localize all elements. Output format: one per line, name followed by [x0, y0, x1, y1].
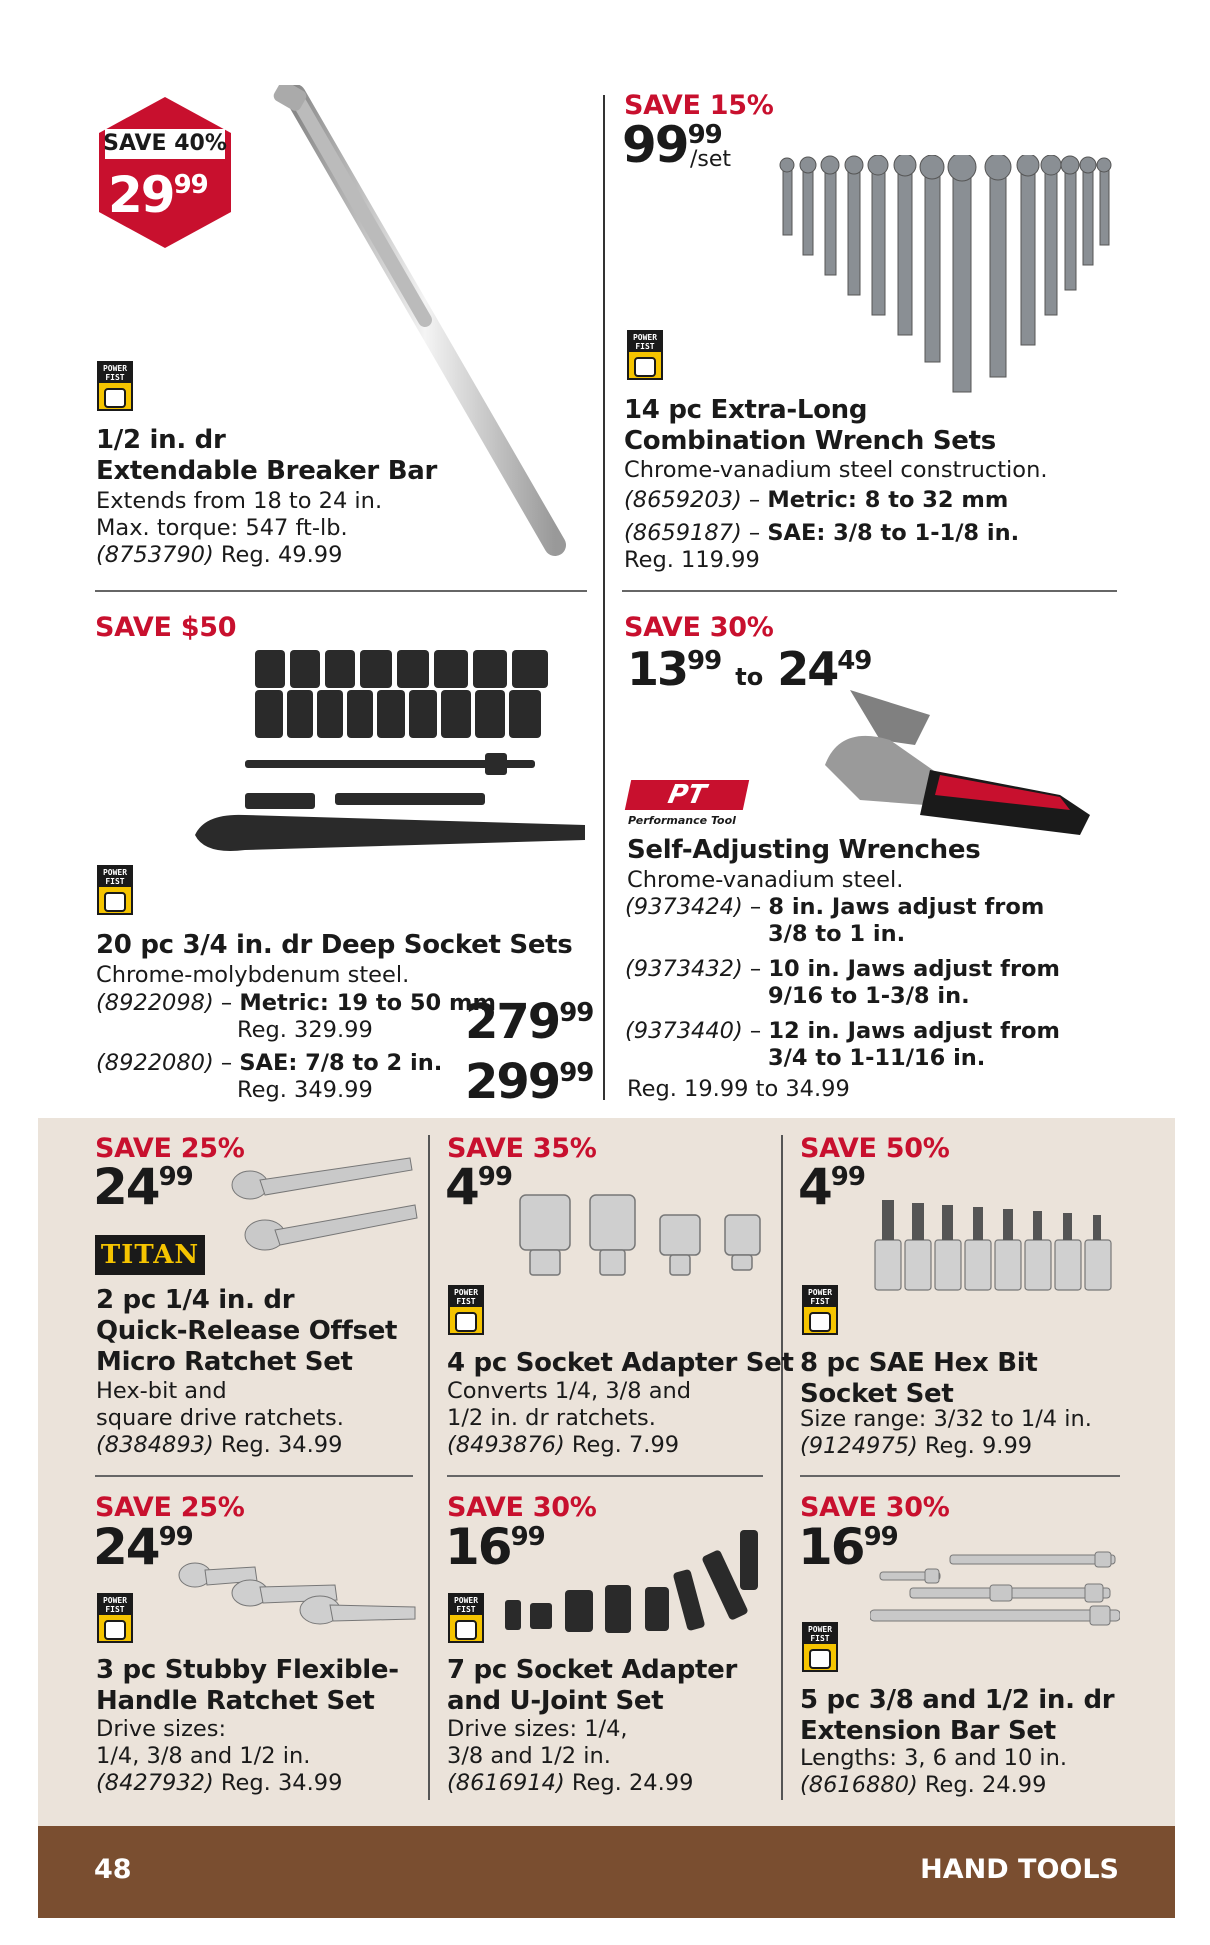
- save-label: SAVE 40%: [103, 131, 227, 156]
- product-title: 14 pc Extra-Long Combination Wrench Sets: [624, 395, 996, 456]
- divider-left-row1: [95, 590, 587, 592]
- price: $4^{99}$: [798, 1158, 865, 1216]
- power-fist-logo: POWER FIST: [97, 865, 133, 915]
- product-title: 20 pc 3/4 in. dr Deep Socket Sets: [96, 930, 573, 960]
- metric-reg: Reg. 329.99: [237, 1017, 373, 1043]
- hex-bit-image: [870, 1195, 1120, 1295]
- product-description: Size range: 3/32 to 1/4 in. (9124975) Reg. 9.99: [800, 1406, 1092, 1459]
- sae-reg: Reg. 349.99: [237, 1077, 373, 1103]
- save-label: SAVE 30%: [447, 1492, 597, 1523]
- price: $29^{99}$: [108, 166, 208, 224]
- product-description: Converts 1/4, 3/8 and 1/2 in. dr ratchets. (8493876) Reg. 7.99: [447, 1378, 692, 1458]
- metric-price: $279^{99}$: [465, 994, 594, 1050]
- product-title: 1/2 in. dr Extendable Breaker Bar: [96, 425, 437, 486]
- metric-option: (8922098) – Metric: 19 to 50 mm: [96, 990, 496, 1016]
- save-label: SAVE 30%: [624, 612, 774, 643]
- price: $4^{99}$: [445, 1158, 512, 1216]
- product-title: 8 pc SAE Hex Bit Socket Set: [800, 1348, 1038, 1409]
- product-description: Drive sizes: 1/4, 3/8 and 1/2 in. (8616914) Reg. 24.99: [447, 1716, 694, 1796]
- product-description: Chrome-vanadium steel.: [627, 867, 904, 893]
- power-fist-logo: POWER FIST: [627, 330, 663, 380]
- divider-beige-row-1: [95, 1475, 413, 1477]
- save-label: SAVE 30%: [800, 1492, 950, 1523]
- product-title: 5 pc 3/8 and 1/2 in. dr Extension Bar Set: [800, 1685, 1115, 1746]
- power-fist-logo: POWER FIST: [802, 1285, 838, 1335]
- save-label: SAVE 35%: [447, 1133, 597, 1164]
- power-fist-logo: POWER FIST: [97, 1593, 133, 1643]
- product-title: 3 pc Stubby Flexible- Handle Ratchet Set: [96, 1655, 399, 1716]
- price-range: $13^{99}$ to $24^{49}$: [627, 642, 872, 696]
- price: $24^{99}$: [93, 1518, 193, 1576]
- power-fist-logo: POWER FIST: [448, 1285, 484, 1335]
- option-12in: (9373440) – 12 in. Jaws adjust from 3/4 to 1-11/16 in.: [625, 1018, 1060, 1071]
- stubby-ratchet-image: [175, 1555, 420, 1630]
- price: $16^{99}$: [798, 1518, 898, 1576]
- product-description: Drive sizes: 1/4, 3/8 and 1/2 in. (8427932) Reg. 34.99: [96, 1716, 343, 1796]
- product-description: Chrome-vanadium steel construction. (8659203) – Metric: 8 to 32 mm (8659187) – SAE: 3/8 to 1-1/8 in. Reg. 119.99: [624, 457, 1048, 573]
- extension-bar-image: [870, 1550, 1120, 1630]
- product-description: Chrome-molybdenum steel.: [96, 962, 410, 988]
- product-title: 4 pc Socket Adapter Set: [447, 1348, 794, 1378]
- option-10in: (9373432) – 10 in. Jaws adjust from 9/16 to 1-3/8 in.: [625, 956, 1060, 1009]
- product-description: Hex-bit and square drive ratchets. (8384893) Reg. 34.99: [96, 1378, 344, 1458]
- save-label: SAVE $50: [95, 612, 237, 643]
- ujoint-image: [500, 1525, 770, 1645]
- adjustable-wrench-image: [820, 685, 1100, 850]
- save-label: SAVE 25%: [95, 1492, 245, 1523]
- socket-adapter-image: [515, 1190, 765, 1285]
- divider-vertical-top: [603, 95, 605, 1100]
- product-title: 2 pc 1/4 in. dr Quick-Release Offset Micro Ratchet Set: [96, 1285, 398, 1377]
- save-label: SAVE 50%: [800, 1133, 950, 1164]
- divider-beige-row-2: [447, 1475, 763, 1477]
- price-unit: /set: [690, 147, 732, 172]
- price: $24^{99}$: [93, 1158, 193, 1216]
- titan-logo: TITAN: [95, 1235, 205, 1275]
- divider-beige-1: [428, 1135, 430, 1800]
- power-fist-logo: POWER FIST: [802, 1622, 838, 1672]
- product-description: Lengths: 3, 6 and 10 in. (8616880) Reg. 24.99: [800, 1745, 1068, 1798]
- option-8in: (9373424) – 8 in. Jaws adjust from 3/8 to 1 in.: [625, 894, 1045, 947]
- sae-option: (8922080) – SAE: 7/8 to 2 in.: [96, 1050, 443, 1076]
- price: $16^{99}$: [445, 1518, 545, 1576]
- divider-right-row1: [622, 590, 1117, 592]
- power-fist-logo: POWER FIST: [97, 361, 133, 411]
- product-title: Self-Adjusting Wrenches: [627, 835, 981, 865]
- micro-ratchet-image: [220, 1150, 420, 1265]
- product-title: 7 pc Socket Adapter and U-Joint Set: [447, 1655, 737, 1716]
- page-number: 48: [94, 1854, 132, 1885]
- save-label: SAVE 15%: [624, 90, 774, 121]
- section-title: HAND TOOLS: [920, 1854, 1119, 1885]
- wrench-set-image: [775, 155, 1125, 415]
- divider-beige-row-3: [800, 1475, 1120, 1477]
- product-description: Extends from 18 to 24 in. Max. torque: 547 ft-lb. (8753790) Reg. 49.99: [96, 488, 383, 568]
- performance-tool-logo: PT Performance Tool: [628, 780, 748, 834]
- divider-beige-2: [781, 1135, 783, 1800]
- power-fist-logo: POWER FIST: [448, 1593, 484, 1643]
- socket-set-image: [185, 645, 595, 880]
- sae-price: $299^{99}$: [465, 1054, 594, 1110]
- page-footer: [38, 1826, 1175, 1918]
- reg-price: Reg. 19.99 to 34.99: [627, 1076, 850, 1102]
- price: $99^{99}$: [622, 116, 722, 174]
- save-label: SAVE 25%: [95, 1133, 245, 1164]
